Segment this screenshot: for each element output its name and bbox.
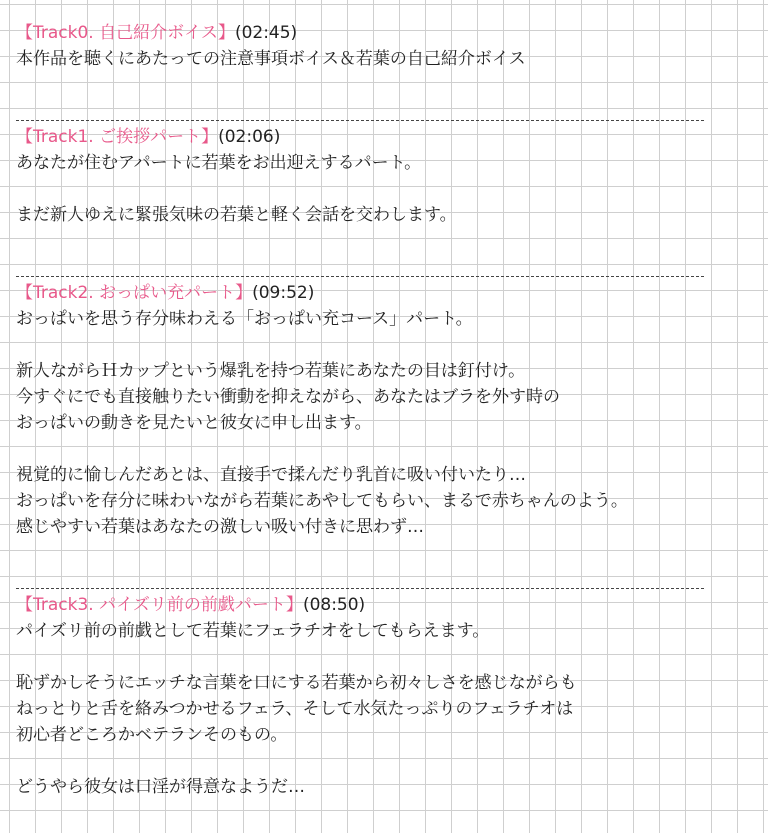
track-description-line: おっぱいを思う存分味わえる「おっぱい充コース」パート。 [16, 309, 473, 329]
dashed-divider [16, 98, 696, 124]
spacer [16, 72, 696, 98]
track-heading [16, 20, 696, 46]
track-description-line [16, 748, 696, 774]
track-heading [16, 592, 696, 618]
track-description-line: 今すぐにでも直接触りたい衝動を抑えながら、あなたはブラを外す時の [16, 387, 560, 407]
track-description-line: パイズリ前の前戯として若葉にフェラチオをしてもらえます。 [16, 621, 490, 641]
track-heading [16, 124, 696, 150]
dashed-divider [16, 254, 696, 280]
track-duration: (08:50) [302, 595, 366, 615]
track-section-2 [16, 280, 696, 540]
track-title: 【Track3. パイズリ前の前戯パート】 [16, 595, 303, 615]
track-description-line: どうやら彼女は口淫が得意なようだ… [16, 777, 305, 797]
spacer [16, 228, 696, 254]
track-description-line [16, 332, 696, 358]
track-description-line: 視覚的に愉しんだあとは、直接手で揉んだり乳首に吸い付いたり… [16, 465, 526, 485]
track-duration: (02:45) [234, 23, 298, 43]
track-title: 【Track2. おっぱい充パート】 [16, 283, 253, 303]
track-section-3 [16, 592, 696, 800]
track-description-line: 本作品を聴くにあたっての注意事項ボイス＆若葉の自己紹介ボイス [16, 49, 526, 69]
track-description-line [16, 644, 696, 670]
track-description-line [16, 176, 696, 202]
track-list [16, 20, 696, 800]
track-description-line: 感じやすい若葉はあなたの激しい吸い付きに思わず… [16, 517, 424, 537]
track-duration: (09:52) [252, 283, 315, 303]
track-section-0 [16, 20, 696, 72]
track-title: 【Track1. ご挨拶パート】 [16, 127, 219, 147]
spacer [16, 540, 696, 566]
track-description-line: あなたが住むアパートに若葉をお出迎えするパート。 [16, 153, 422, 173]
track-description-line: おっぱいの動きを見たいと彼女に申し出ます。 [16, 413, 372, 433]
track-description-line: 新人ながらＨカップという爆乳を持つ若葉にあなたの目は釘付け。 [16, 361, 526, 381]
track-description-line: 恥ずかしそうにエッチな言葉を口にする若葉から初々しさを感じながらも [16, 673, 577, 693]
track-title: 【Track0. 自己紹介ボイス】 [16, 23, 235, 43]
track-duration: (02:06) [218, 127, 281, 147]
track-description-line: 初心者どころかベテランそのもの。 [16, 725, 288, 745]
track-heading [16, 280, 696, 306]
track-description-line [16, 436, 696, 462]
track-section-1 [16, 124, 696, 228]
track-description-line: まだ新人ゆえに緊張気味の若葉と軽く会話を交わします。 [16, 205, 457, 225]
dashed-divider [16, 566, 696, 592]
track-description-line: おっぱいを存分に味わいながら若葉にあやしてもらい、まるで赤ちゃんのよう。 [16, 491, 628, 511]
track-description-line: ねっとりと舌を絡みつかせるフェラ、そして水気たっぷりのフェラチオは [16, 699, 574, 719]
